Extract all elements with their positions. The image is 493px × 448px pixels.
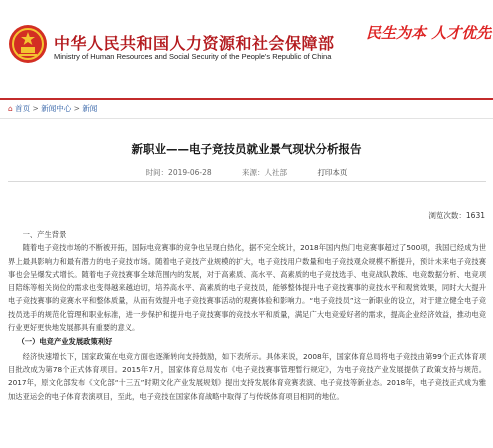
article-title: 新职业——电子竞技员就业景气现状分析报告 — [131, 142, 362, 156]
section-heading: 一、产生背景 — [22, 230, 67, 239]
ministry-name-cn: 中华人民共和国人力资源和社会保障部 — [54, 34, 335, 53]
print-link[interactable]: 打印本页 — [317, 168, 348, 177]
breadcrumb-home[interactable]: 首页 — [15, 104, 31, 113]
subsection-heading: （一）电竞产业发展政策利好 — [17, 337, 113, 347]
article-date: 时间：2019-06-28 — [145, 168, 212, 177]
paragraph: 随着电子竞技市场的不断被开拓，国际电竞赛事的竞争也呈现白热化，据不完全统计，2018年国内热门电竞赛事超过了500项，我国已经成为世界上最具影响力和最有潜力的电子竞技市场。随着电子竞技产业规模的扩大，电子竞技用户数量和电子竞技观众规模不断提升，预计未来电子竞技赛事也会呈爆发式增长。随着电子竞技赛事全球范围内的发展，对于高素质、高水平、高素质的电子竞技选手、电竞战队教练、电竞数据分析、电竞项目陪练等相关岗位的需求也变得越来越迫切，培养高水平、高素质的电子竞技员，能够整体提升电子竞技赛事的竞技水平和观赏效果，同时大大提升电子竞技赛事的竞赛水平和整体质量，从而有效提升电子竞技赛事活动的观赛体验和影响力。“电子竞技员”这一新职业的设立，对于建立健全电子竞技员选手的规范化管理和职业标准，进一步保护和提升电子竞技赛事的竞技水平和质量，满足广大电竞爱好者的需求，提高企业经济效益，推动电竞行业更好更快地发展都具有重要的意义。 — [8, 243, 486, 333]
article-meta — [0, 167, 493, 178]
article-body — [8, 226, 486, 403]
ministry-name-en: Ministry of Human Resources and Social Security of the People's Republic of China — [54, 52, 332, 61]
article-source: 来源：人社部 — [242, 168, 288, 177]
paragraph: 经济快速增长下，国家政策在电竞方面也逐渐转向支持鼓励，如下表所示。具体来说，2008年，国家体育总局将电子竞技由第99个正式体育项目批改成为第78个正式体育项目。2015年7月，国家体育总局发布《电子竞技赛事管理暂行规定》，为电子竞技产业发展提供了政策支持与规范。2017年，原文化部发布《文化部“十三五”时期文化产业发展规划》提出支持发展体育竞赛表演、电子竞技等新业态。2018年，电子竞技正式成为雅加达亚运会的电子体育表演项目，至此，电子竞技在国家体育战略中取得了与传统体育项目相同的地位。 — [8, 351, 486, 401]
site-header — [0, 0, 493, 99]
divider — [0, 118, 493, 119]
national-emblem-icon — [8, 24, 48, 64]
breadcrumb-news-center[interactable]: 新闻中心 — [41, 104, 72, 113]
home-icon: ⌂ — [8, 104, 13, 113]
nav-divider — [0, 98, 493, 100]
breadcrumb: ⌂ 首页 > 新闻中心 > 新闻 — [8, 104, 98, 113]
slogan: 民生为本 人才优先 — [366, 24, 492, 42]
breadcrumb-news[interactable]: 新闻 — [82, 104, 98, 113]
view-count: 浏览次数：1631 — [428, 211, 485, 220]
divider — [8, 181, 486, 182]
